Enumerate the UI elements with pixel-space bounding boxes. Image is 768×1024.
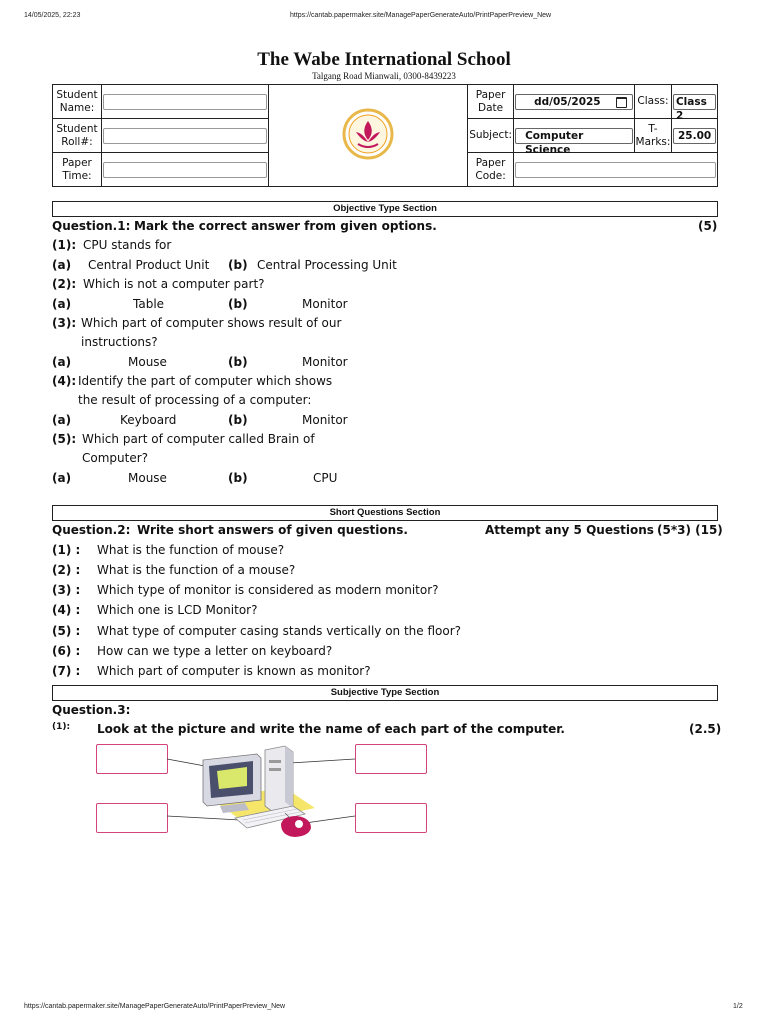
objective-section-title: Objective Type Section xyxy=(52,201,718,217)
paper-date-value: dd/05/2025 xyxy=(534,95,601,108)
option-b-label: (b) xyxy=(228,297,248,311)
paper-time-label: Paper Time: xyxy=(53,153,102,187)
short-q-text: What is the function of a mouse? xyxy=(97,563,296,577)
short-q-number: (4) : xyxy=(52,603,81,617)
paper-date-label: Paper Date xyxy=(468,85,514,119)
short-q-text: Which part of computer is known as monitor? xyxy=(97,664,371,678)
subjective-item-text: Look at the picture and write the name of each part of the computer. xyxy=(97,722,565,736)
short-q-number: (2) : xyxy=(52,563,81,577)
option-a-text: Mouse xyxy=(128,355,167,369)
mcq-question: Which is not a computer part? xyxy=(83,277,265,291)
mcq-question: Which part of computer shows result of our xyxy=(81,316,342,330)
class-field[interactable]: Class 2 xyxy=(673,94,716,110)
option-a-label: (a) xyxy=(52,471,72,485)
subjective-item-number: (1): xyxy=(52,722,71,732)
mcq-question-line2: the result of processing of a computer: xyxy=(78,393,312,407)
student-name-label: Student Name: xyxy=(53,85,102,119)
marks-field[interactable]: 25.00 xyxy=(673,128,716,144)
option-a-label: (a) xyxy=(52,355,72,369)
mcq-question: Identify the part of computer which shows xyxy=(78,374,333,388)
subject-label: Subject: xyxy=(468,119,514,153)
question-2-label: Question.2: xyxy=(52,523,131,537)
option-b-label: (b) xyxy=(228,258,248,272)
option-a-text: Mouse xyxy=(128,471,167,485)
student-name-field[interactable] xyxy=(103,94,267,110)
mcq-number: (3): xyxy=(52,316,77,330)
short-q-number: (7) : xyxy=(52,664,81,678)
option-b-text: Central Processing Unit xyxy=(257,258,397,272)
option-a-text: Table xyxy=(133,297,165,311)
option-b-text: Monitor xyxy=(302,413,348,427)
mcq-question: CPU stands for xyxy=(83,238,172,252)
question-2-text: Write short answers of given questions. xyxy=(137,523,408,537)
paper-code-label: Paper Code: xyxy=(468,153,514,187)
page-number: 1/2 xyxy=(733,1003,743,1010)
question-3-label: Question.3: xyxy=(52,703,131,717)
subjective-section-title: Subjective Type Section xyxy=(52,685,718,701)
computer-illustration-icon xyxy=(165,738,360,842)
print-datetime: 14/05/2025, 22:23 xyxy=(24,12,81,19)
option-a-label: (a) xyxy=(52,413,72,427)
short-q-text: Which one is LCD Monitor? xyxy=(97,603,258,617)
short-q-number: (6) : xyxy=(52,644,81,658)
question-1-marks: (5) xyxy=(698,219,718,233)
short-q-text: Which type of monitor is considered as modern monitor? xyxy=(97,583,439,597)
marks-label: T-Marks: xyxy=(634,119,671,153)
calendar-icon[interactable] xyxy=(616,97,627,108)
short-q-number: (1) : xyxy=(52,543,81,557)
short-section-title: Short Questions Section xyxy=(52,505,718,521)
paper-date-field[interactable] xyxy=(515,94,633,110)
paper-time-field[interactable] xyxy=(103,162,267,178)
school-address: Talgang Road Mianwali, 0300-8439223 xyxy=(312,71,456,81)
paper-code-field[interactable] xyxy=(515,162,716,178)
question-2-attempt: Attempt any 5 Questions xyxy=(485,523,654,537)
option-a-label: (a) xyxy=(52,297,72,311)
school-name: The Wabe International School xyxy=(257,49,511,70)
mcq-number: (4): xyxy=(52,374,77,388)
print-url: https://cantab.papermaker.site/ManagePaperGenerateAuto/PrintPaperPreview_New xyxy=(290,12,552,19)
logo-cell xyxy=(268,85,468,187)
school-logo-icon xyxy=(338,104,398,164)
question-1-label: Question.1: xyxy=(52,219,131,233)
mcq-question-line2: Computer? xyxy=(82,451,149,465)
short-q-number: (5) : xyxy=(52,624,81,638)
mcq-question: Which part of computer called Brain of xyxy=(82,432,315,446)
option-a-text: Central Product Unit xyxy=(88,258,210,272)
student-roll-field[interactable] xyxy=(103,128,267,144)
option-b-label: (b) xyxy=(228,355,248,369)
answer-box-bottom-left[interactable] xyxy=(96,803,168,833)
mcq-number: (1): xyxy=(52,238,77,252)
answer-box-top-right[interactable] xyxy=(355,744,427,774)
mcq-number: (5): xyxy=(52,432,77,446)
footer-url: https://cantab.papermaker.site/ManagePaperGenerateAuto/PrintPaperPreview_New xyxy=(24,1003,286,1010)
subjective-item-marks: (2.5) xyxy=(689,722,722,736)
option-a-label: (a) xyxy=(52,258,72,272)
option-b-text: CPU xyxy=(313,471,338,485)
option-b-label: (b) xyxy=(228,413,248,427)
mcq-number: (2): xyxy=(52,277,77,291)
option-b-text: Monitor xyxy=(302,355,348,369)
question-1-text: Mark the correct answer from given options. xyxy=(134,219,437,233)
option-b-label: (b) xyxy=(228,471,248,485)
short-q-number: (3) : xyxy=(52,583,81,597)
answer-box-top-left[interactable] xyxy=(96,744,168,774)
subject-field[interactable]: Computer Science xyxy=(515,128,633,144)
answer-box-bottom-right[interactable] xyxy=(355,803,427,833)
class-label: Class: xyxy=(634,85,671,119)
short-q-text: What is the function of mouse? xyxy=(97,543,285,557)
question-2-marks: (5*3) (15) xyxy=(657,523,723,537)
short-q-text: How can we type a letter on keyboard? xyxy=(97,644,333,658)
paper-info-table xyxy=(52,84,718,187)
student-roll-label: Student Roll#: xyxy=(53,119,102,153)
short-q-text: What type of computer casing stands vertically on the floor? xyxy=(97,624,462,638)
option-a-text: Keyboard xyxy=(120,413,177,427)
option-b-text: Monitor xyxy=(302,297,348,311)
mcq-question-line2: instructions? xyxy=(81,335,158,349)
